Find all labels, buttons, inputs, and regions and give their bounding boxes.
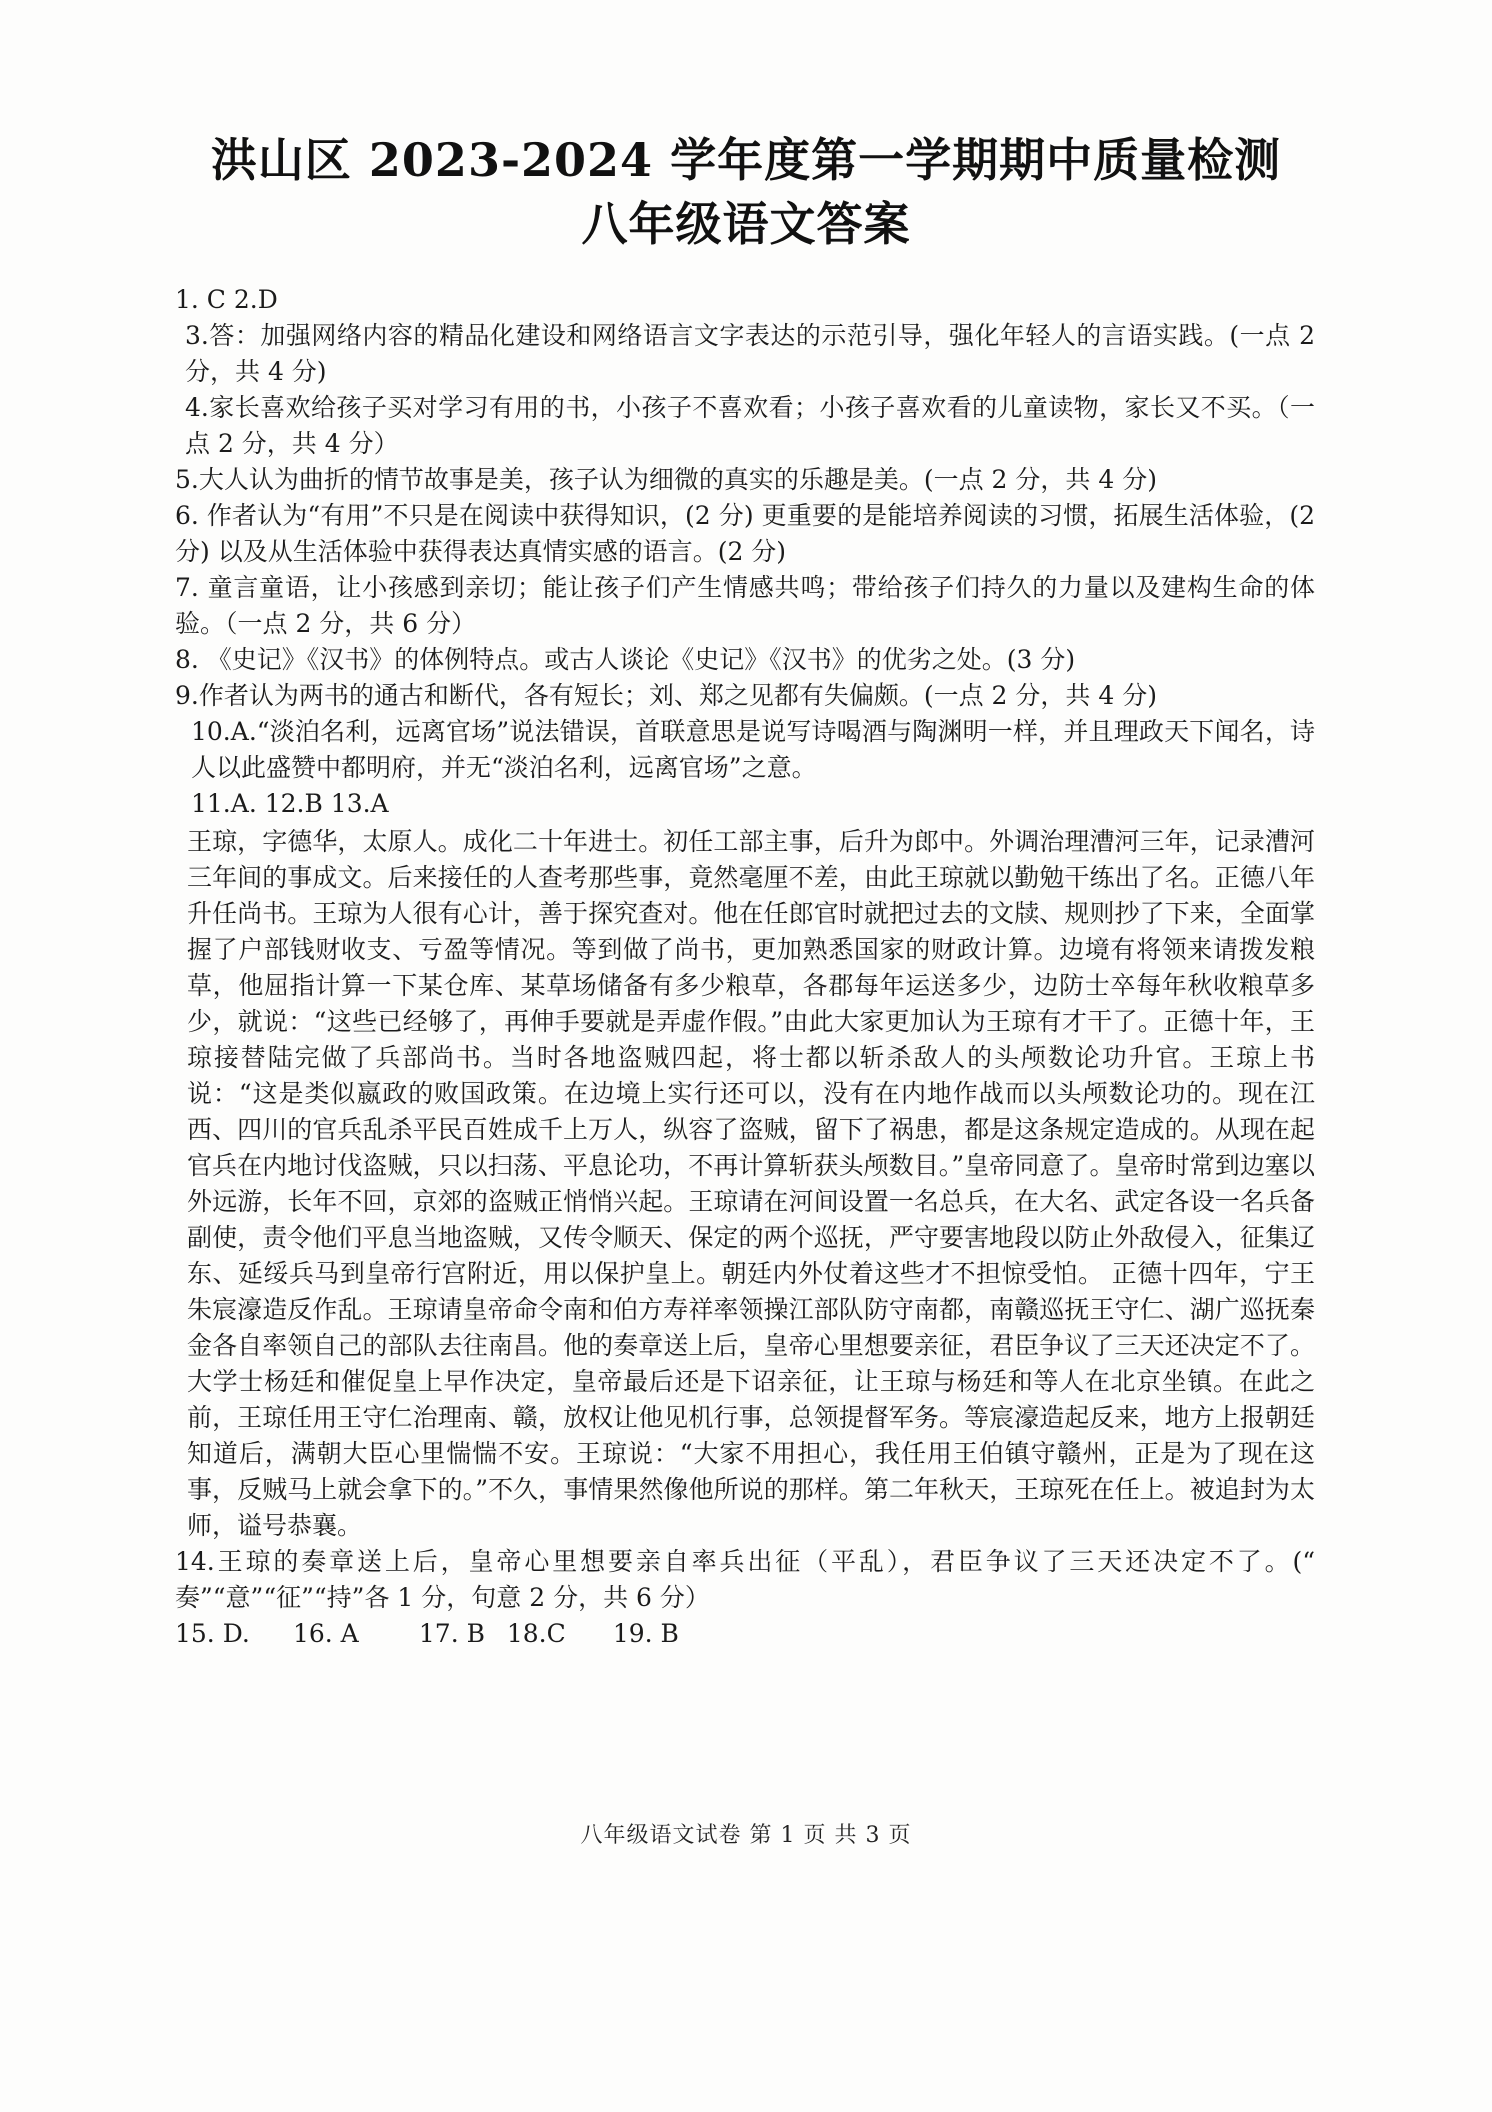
- answer-19: 19. B: [612, 1619, 679, 1648]
- answer-6: 6. 作者认为“有用”不只是在阅读中获得知识，(2 分) 更重要的是能培养阅读的习惯，拓展生活体验，(2 分) 以及从生活体验中获得表达真情实感的语言。(2 分): [175, 501, 1315, 566]
- answer-11-13: 11.A. 12.B 13.A: [191, 789, 389, 818]
- answer-15: 15. D.: [175, 1619, 250, 1648]
- answer-4: 4.家长喜欢给孩子买对学习有用的书，小孩子不喜欢看；小孩子喜欢看的儿童读物，家长又不买。（一点 2 分，共 4 分）: [185, 393, 1315, 458]
- translation-passage: 王琼，字德华，太原人。成化二十年进士。初任工部主事，后升为郎中。外调治理漕河三年，记录漕河三年间的事成文。后来接任的人查考那些事，竟然毫厘不差，由此王琼就以勤勉干练出了名。正德八年升任尚书。王琼为人很有心计，善于探究查对。他在任郎官时就把过去的文牍、规则抄了下来，全面掌握了户部钱财收支、亏盈等情况。等到做了尚书，更加熟悉国家的财政计算。边境有将领来请拨发粮草，他屈指计算一下某仓库、某草场储备有多少粮草，各郡每年运送多少，边防士卒每年秋收粮草多少，就说：“这些已经够了，再伸手要就是弄虚作假。”由此大家更加认为王琼有才干了。正德十年，王琼接替陆完做了兵部尚书。当时各地盗贼四起，将士都以斩杀敌人的头颅数论功升官。王琼上书说：“这是类似嬴政的败国政策。在边境上实行还可以，没有在内地作战而以头颅数论功的。现在江西、四川的官兵乱杀平民百姓成千上万人，纵容了盗贼，留下了祸患，都是这条规定造成的。从现在起官兵在内地讨伐盗贼，只以扫荡、平息论功，不再计算斩获头颅数目。”皇帝同意了。皇帝时常到边塞以外远游，长年不回，京郊的盗贼正悄悄兴起。王琼请在河间设置一名总兵，在大名、武定各设一名兵备副使，责令他们平息当地盗贼，又传令顺天、保定的两个巡抚，严守要害地段以防止外敌侵入，征集辽东、延绥兵马到皇帝行宫附近，用以保护皇上。朝廷内外仗着这些才不担惊受怕。 正德十四年，宁王朱宸濠造反作乱。王琼请皇帝命令南和伯方寿祥率领操江部队防守南都，南赣巡抚王守仁、湖广巡抚秦金各自率领自己的部队去往南昌。他的奏章送上后，皇帝心里想要亲征，君臣争议了三天还决定不了。大学士杨廷和催促皇上早作决定，皇帝最后还是下诏亲征，让王琼与杨廷和等人在北京坐镇。在此之前，王琼任用王守仁治理南、赣，放权让他见机行事，总领提督军务。等宸濠造起反来，地方上报朝廷知道后，满朝大臣心里惴惴不安。王琼说：“大家不用担心，我任用王伯镇守赣州，正是为了现在这事，反贼马上就会拿下的。”不久，事情果然像他所说的那样。第二年秋天，王琼死在任上。被追封为太师，谥号恭襄。: [187, 827, 1315, 1540]
- answer-7: 7. 童言童语，让小孩感到亲切；能让孩子们产生情感共鸣；带给孩子们持久的力量以及建构生命的体验。（一点 2 分，共 6 分）: [175, 573, 1315, 638]
- answer-16: 16. A: [292, 1619, 359, 1648]
- answer-10: 10.A.“淡泊名利，远离官场”说法错误，首联意思是说写诗喝酒与陶渊明一样，并且理政天下闻名，诗人以此盛赞中都明府，并无“淡泊名利，远离官场”之意。: [191, 717, 1315, 782]
- answer-18: 18.C: [506, 1619, 566, 1648]
- answer-14: 14.王琼的奏章送上后，皇帝心里想要亲自率兵出征（平乱），君臣争议了三天还决定不了。(“ 奏”“意”“征”“持”各 1 分，句意 2 分，共 6 分）: [175, 1547, 1315, 1612]
- answer-17: 17. B: [418, 1619, 485, 1648]
- page-footer: 八年级语文试卷 第 1 页 共 3 页: [580, 1823, 912, 1848]
- answer-9: 9.作者认为两书的通古和断代，各有短长；刘、郑之见都有失偏颇。(一点 2 分，共 4 分): [175, 681, 1157, 710]
- document-title: [0, 128, 1492, 256]
- answer-3: 3.答：加强网络内容的精品化建设和网络语言文字表达的示范引导，强化年轻人的言语实践。(一点 2 分，共 4 分): [185, 321, 1315, 386]
- title-line-1: 洪山区 2023-2024 学年度第一学期期中质量检测: [210, 133, 1282, 187]
- answer-5: 5.大人认为曲折的情节故事是美，孩子认为细微的真实的乐趣是美。(一点 2 分，共 4 分): [175, 465, 1157, 494]
- answers-15-19: [175, 1616, 1315, 1652]
- answer-content: [175, 282, 1315, 1652]
- title-line-2: 八年级语文答案: [581, 197, 911, 251]
- answer-1-2: 1. C 2.D: [175, 285, 278, 314]
- answer-8: 8. 《史记》《汉书》的体例特点。或古人谈论《史记》《汉书》的优劣之处。(3 分): [175, 645, 1076, 674]
